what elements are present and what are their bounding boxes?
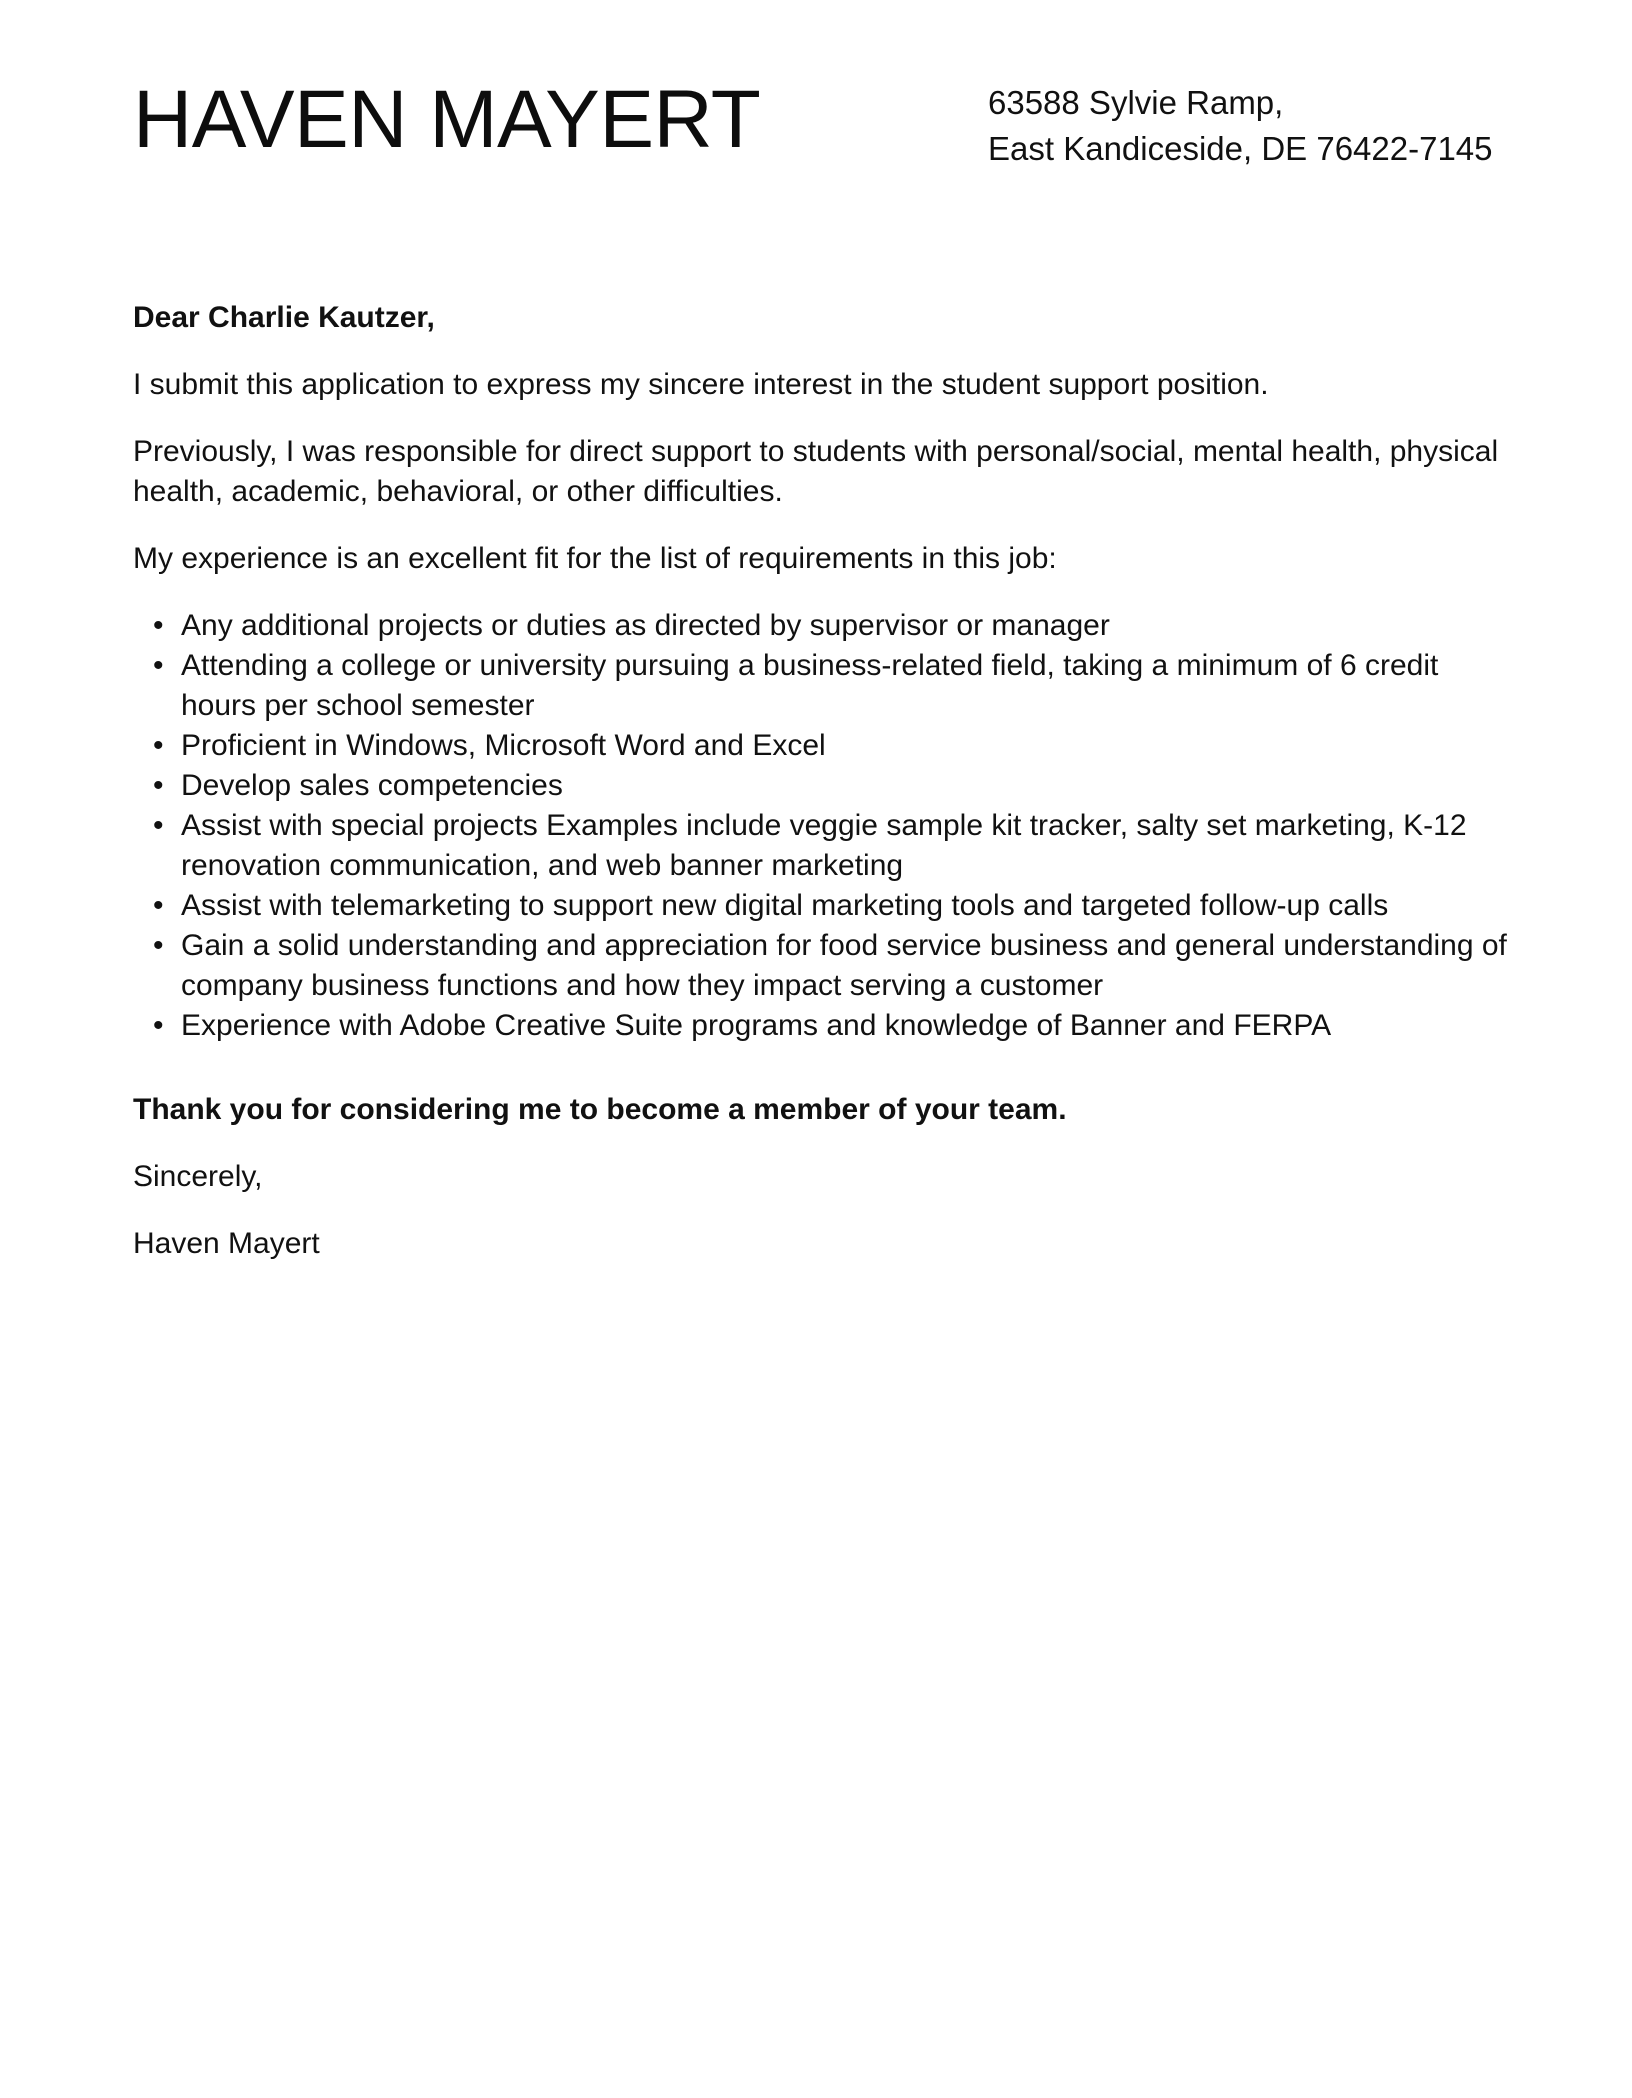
requirement-item <box>133 726 1508 766</box>
requirement-item <box>133 886 1508 926</box>
bullet-icon: • <box>153 1009 164 1042</box>
requirement-text: Experience with Adobe Creative Suite programs and knowledge of Banner and FERPA <box>181 1009 1332 1042</box>
bullet-icon: • <box>153 809 164 842</box>
bullet-icon: • <box>153 649 164 682</box>
address-line-street: 63588 Sylvie Ramp, <box>988 84 1284 121</box>
closing-statement: Thank you for considering me to become a member of your team. <box>133 1093 1067 1126</box>
signoff: Sincerely, <box>133 1160 263 1193</box>
requirement-item <box>133 606 1508 646</box>
requirement-text: Gain a solid understanding and appreciation for food service business and general understanding of company business functions and how they impact serving a customer <box>181 929 1507 1002</box>
signature: Haven Mayert <box>133 1227 320 1260</box>
bullet-icon: • <box>153 729 164 762</box>
requirement-text: Assist with special projects Examples include veggie sample kit tracker, salty set marketing, K-12 renovation communication, and web banner marketing <box>181 809 1467 882</box>
fit-statement: My experience is an excellent fit for the list of requirements in this job: <box>133 542 1057 575</box>
requirement-text: Any additional projects or duties as directed by supervisor or manager <box>181 609 1110 642</box>
letter-body <box>133 298 1508 1291</box>
bullet-icon: • <box>153 609 164 642</box>
bullet-icon: • <box>153 889 164 922</box>
requirement-item <box>133 806 1508 886</box>
experience-paragraph: Previously, I was responsible for direct support to students with personal/social, mental health, physical health, academic, behavioral, or other difficulties. <box>133 435 1499 508</box>
requirement-item <box>133 766 1508 806</box>
address-line-city: East Kandiceside, DE 76422-7145 <box>988 130 1493 167</box>
requirement-text: Assist with telemarketing to support new digital marketing tools and targeted follow-up calls <box>181 889 1389 922</box>
requirement-text: Develop sales competencies <box>181 769 563 802</box>
address-block <box>988 80 1493 172</box>
requirement-item <box>133 646 1508 726</box>
requirements-list <box>133 606 1508 1046</box>
requirement-item <box>133 1006 1508 1046</box>
applicant-name: HAVEN MAYERT <box>133 74 761 165</box>
requirement-text: Attending a college or university pursuing a business-related field, taking a minimum of 6 credit hours per school semester <box>181 649 1439 722</box>
bullet-icon: • <box>153 769 164 802</box>
bullet-icon: • <box>153 929 164 962</box>
requirement-item <box>133 926 1508 1006</box>
greeting: Dear Charlie Kautzer, <box>133 301 435 334</box>
intro-paragraph: I submit this application to express my sincere interest in the student support position. <box>133 368 1269 401</box>
requirement-text: Proficient in Windows, Microsoft Word and Excel <box>181 729 826 762</box>
